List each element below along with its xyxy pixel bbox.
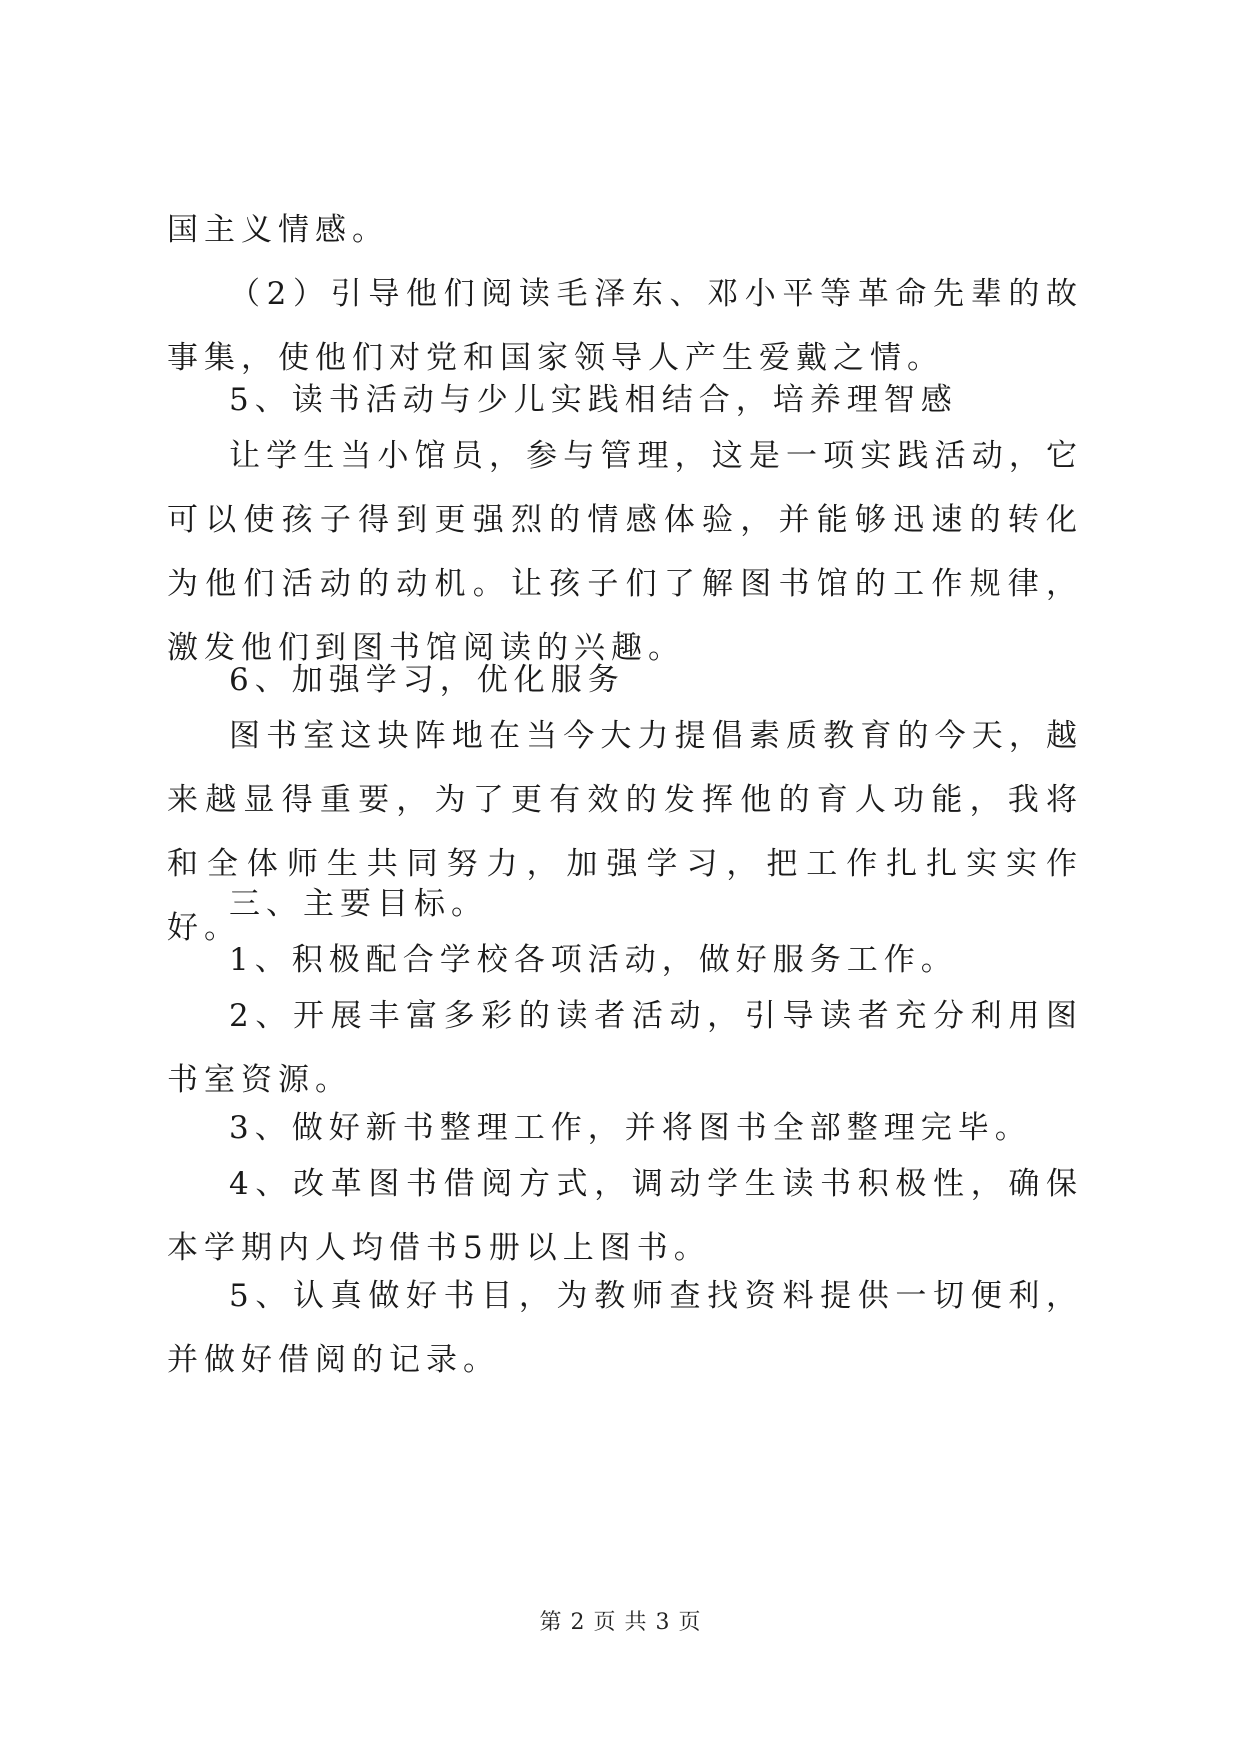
paragraph-7: 三、主要目标。 [229,886,488,922]
paragraph-10: 3、做好新书整理工作，并将图书全部整理完毕。 [229,1110,1032,1146]
document-page [167,0,1083,1754]
paragraph-2: （2）引导他们阅读毛泽东、邓小平等革命先辈的故事集，使他们对党和国家领导人产生爱戴之情。 [167,276,1083,376]
paragraph-9: 2、开展丰富多彩的读者活动，引导读者充分利用图书室资源。 [167,998,1083,1098]
page-number-footer: 第 2 页 共 3 页 [539,1610,702,1635]
paragraph-8: 1、积极配合学校各项活动，做好服务工作。 [229,942,958,978]
paragraph-3: 5、读书活动与少儿实践相结合，培养理智感 [229,382,958,418]
paragraph-4: 让学生当小馆员，参与管理，这是一项实践活动，它可以使孩子得到更强烈的情感体验，并能够迅速的转化为他们活动的动机。让孩子们了解图书馆的工作规律，激发他们到图书馆阅读的兴趣。 [167,438,1083,666]
paragraph-6: 图书室这块阵地在当今大力提倡素质教育的今天，越来越显得重要，为了更有效的发挥他的育人功能，我将和全体师生共同努力，加强学习，把工作扎扎实实作好。 [167,718,1083,946]
paragraph-12: 5、认真做好书目，为教师查找资料提供一切便利，并做好借阅的记录。 [167,1278,1083,1378]
paragraph-5: 6、加强学习，优化服务 [229,662,625,698]
paragraph-1: 国主义情感。 [167,212,389,248]
paragraph-11: 4、改革图书借阅方式，调动学生读书积极性，确保本学期内人均借书5册以上图书。 [167,1166,1083,1266]
